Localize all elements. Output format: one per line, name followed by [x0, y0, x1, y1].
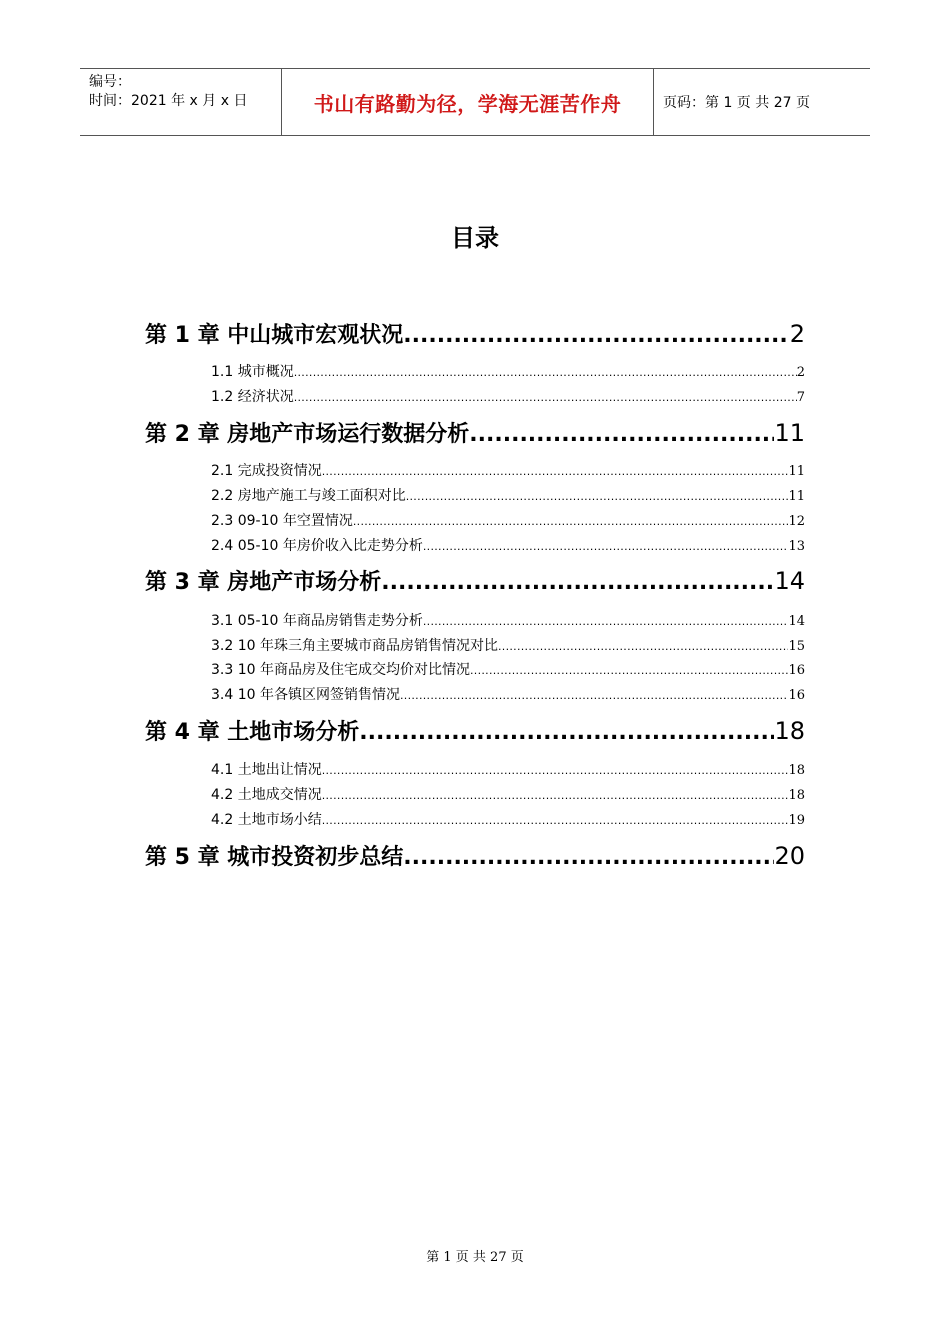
toc-section-3-3[interactable] — [211, 659, 805, 681]
toc-chapter-5[interactable] — [145, 840, 805, 874]
toc-section-3-1[interactable] — [211, 610, 805, 632]
leader-dots — [470, 664, 788, 677]
toc-section-2-3[interactable] — [211, 510, 805, 532]
toc-entry-page: 2 — [789, 320, 805, 348]
toc-entry-page: 19 — [788, 813, 805, 828]
toc-chapter-1[interactable] — [145, 318, 805, 352]
toc-entry-label: 3.3 10 年商品房及住宅成交均价对比情况 — [211, 662, 470, 678]
toc-section-2-1[interactable] — [211, 460, 805, 482]
toc-entry-label: 2.3 09-10 年空置情况 — [211, 513, 353, 529]
toc-chapter-3[interactable] — [145, 565, 805, 599]
toc-entry-label: 第 4 章 土地市场分析 — [145, 720, 360, 745]
leader-dots — [322, 789, 789, 802]
toc-entry-label: 第 2 章 房地产市场运行数据分析 — [145, 422, 470, 447]
toc-section-1-2[interactable] — [211, 386, 805, 408]
toc-entry-label: 4.2 土地成交情况 — [211, 787, 322, 803]
toc-entry-page: 18 — [788, 788, 805, 803]
toc-chapter-2[interactable] — [145, 417, 805, 451]
leader-dots — [359, 720, 774, 745]
time-label: 时间：2021 年 x 月 x 日 — [89, 93, 248, 109]
toc-section-4-2[interactable] — [211, 784, 805, 806]
leader-dots — [322, 465, 789, 478]
toc-entry-page: 2 — [796, 365, 805, 380]
toc-entry-page: 18 — [788, 763, 805, 778]
toc-entry-label: 第 5 章 城市投资初步总结 — [145, 845, 404, 870]
toc-entry-page: 11 — [788, 464, 805, 479]
page-header — [80, 68, 870, 136]
toc-entry-page: 18 — [774, 717, 805, 745]
leader-dots — [294, 391, 797, 404]
header-motto-cell — [282, 69, 654, 135]
leader-dots — [322, 814, 789, 827]
leader-dots — [469, 422, 774, 447]
leader-dots — [423, 540, 789, 553]
leader-dots — [381, 570, 774, 595]
toc-entry-page: 14 — [774, 567, 805, 595]
toc-entry-label: 2.1 完成投资情况 — [211, 463, 322, 479]
toc-entry-page: 20 — [774, 842, 805, 870]
toc-entry-page: 7 — [796, 390, 805, 405]
toc-section-3-2[interactable] — [211, 635, 805, 657]
toc-entry-label: 4.1 土地出让情况 — [211, 762, 322, 778]
toc-entry-label: 4.2 土地市场小结 — [211, 812, 322, 828]
toc-entry-label: 第 3 章 房地产市场分析 — [145, 570, 382, 595]
toc-section-3-4[interactable] — [211, 684, 805, 706]
motto: 书山有路勤为径，学海无涯苦作舟 — [313, 91, 622, 116]
number-label: 编号： — [89, 74, 131, 90]
leader-dots — [294, 366, 797, 379]
toc-title: 目录 — [451, 224, 499, 252]
toc-section-4-3[interactable] — [211, 809, 805, 831]
toc-entry-label: 第 1 章 中山城市宏观状况 — [145, 323, 404, 348]
toc-entry-page: 16 — [788, 688, 805, 703]
leader-dots — [400, 689, 788, 702]
toc-entry-label: 1.1 城市概况 — [211, 364, 294, 380]
toc-entry-label: 3.2 10 年珠三角主要城市商品房销售情况对比 — [211, 638, 498, 654]
toc-section-1-1[interactable] — [211, 361, 805, 383]
toc-chapter-4[interactable] — [145, 715, 805, 749]
leader-dots — [403, 323, 789, 348]
leader-dots — [403, 845, 774, 870]
header-page-cell — [654, 69, 870, 135]
toc-section-4-1[interactable] — [211, 759, 805, 781]
toc-entry-page: 15 — [788, 639, 805, 654]
toc-entry-page: 13 — [788, 539, 805, 554]
page-footer: 第 1 页 共 27 页 — [426, 1250, 524, 1265]
toc-entry-page: 11 — [788, 489, 805, 504]
toc-entry-page: 12 — [788, 514, 805, 529]
toc-entry-page: 14 — [788, 614, 805, 629]
toc-entry-label: 3.4 10 年各镇区网签销售情况 — [211, 687, 400, 703]
leader-dots — [423, 615, 789, 628]
toc-entry-label: 1.2 经济状况 — [211, 389, 294, 405]
toc-section-2-4[interactable] — [211, 535, 805, 557]
page-info: 页码：第 1 页 共 27 页 — [663, 95, 810, 111]
leader-dots — [406, 490, 789, 503]
leader-dots — [322, 764, 789, 777]
toc-entry-page: 16 — [788, 663, 805, 678]
toc-entry-label: 3.1 05-10 年商品房销售走势分析 — [211, 613, 423, 629]
toc-entry-page: 11 — [774, 419, 805, 447]
leader-dots — [498, 640, 788, 653]
toc-entry-label: 2.2 房地产施工与竣工面积对比 — [211, 488, 406, 504]
toc-section-2-2[interactable] — [211, 485, 805, 507]
leader-dots — [353, 515, 789, 528]
toc-entry-label: 2.4 05-10 年房价收入比走势分析 — [211, 538, 423, 554]
header-meta — [80, 69, 282, 135]
